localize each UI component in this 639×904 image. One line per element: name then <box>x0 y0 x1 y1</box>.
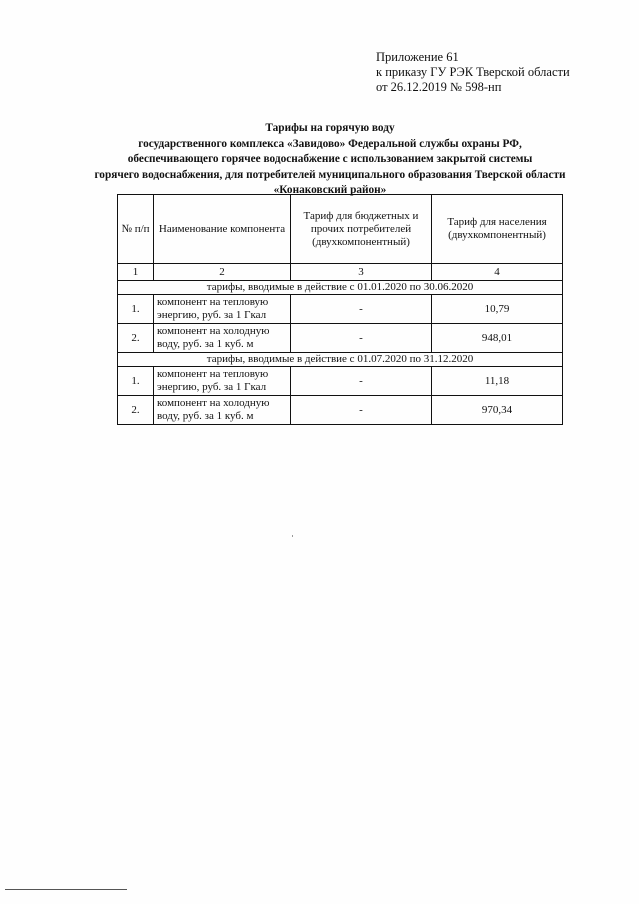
period-row <box>118 353 563 367</box>
row-component: компонент на тепловую энергию, руб. за 1 Гкал <box>154 295 291 324</box>
title-line-2: государственного комплекса «Завидово» Федеральной службы охраны РФ, <box>138 137 522 150</box>
tariff-table <box>117 194 563 425</box>
title-line-5: «Конаковский район» <box>273 184 387 196</box>
footer-divider <box>5 889 127 890</box>
title-line-1: Тарифы на горячую воду <box>265 122 395 134</box>
column-number-2: 2 <box>154 264 291 281</box>
header-budget-tariff: Тариф для бюджетных и прочих потребителей (двухкомпонентный) <box>291 195 432 264</box>
row-population-tariff: 948,01 <box>432 324 563 353</box>
scan-speck <box>292 535 293 537</box>
header-population-tariff: Тариф для населения (двухкомпонентный) <box>432 195 563 264</box>
row-number: 1. <box>118 295 154 324</box>
row-population-tariff: 11,18 <box>432 367 563 396</box>
header-component: Наименование компонента <box>154 195 291 264</box>
table-header-row <box>118 195 563 264</box>
period-label: тарифы, вводимые в действие с 01.07.2020 по 31.12.2020 <box>118 353 563 367</box>
row-population-tariff: 10,79 <box>432 295 563 324</box>
row-component: компонент на холодную воду, руб. за 1 куб. м <box>154 324 291 353</box>
appendix-note <box>376 50 570 95</box>
table-row <box>118 324 563 353</box>
appendix-line-1: Приложение 61 <box>376 50 459 64</box>
row-number: 2. <box>118 396 154 425</box>
row-budget-tariff: - <box>291 367 432 396</box>
header-number: № п/п <box>118 195 154 264</box>
column-number-4: 4 <box>432 264 563 281</box>
column-number-row <box>118 264 563 281</box>
row-budget-tariff: - <box>291 324 432 353</box>
appendix-line-3: от 26.12.2019 № 598-нп <box>376 80 502 94</box>
title-line-3: обеспечивающего горячее водоснабжение с использованием закрытой системы <box>127 153 533 165</box>
appendix-line-2: к приказу ГУ РЭК Тверской области <box>376 65 570 79</box>
table-row <box>118 367 563 396</box>
column-number-1: 1 <box>118 264 154 281</box>
document-title <box>40 121 620 199</box>
column-number-3: 3 <box>291 264 432 281</box>
row-component: компонент на тепловую энергию, руб. за 1 Гкал <box>154 367 291 396</box>
row-component: компонент на холодную воду, руб. за 1 куб. м <box>154 396 291 425</box>
period-label: тарифы, вводимые в действие с 01.01.2020 по 30.06.2020 <box>118 281 563 295</box>
period-row <box>118 281 563 295</box>
table-row <box>118 396 563 425</box>
row-budget-tariff: - <box>291 295 432 324</box>
row-number: 1. <box>118 367 154 396</box>
title-line-4: горячего водоснабжения, для потребителей муниципального образования Тверской области <box>94 168 566 181</box>
table-row <box>118 295 563 324</box>
row-population-tariff: 970,34 <box>432 396 563 425</box>
row-number: 2. <box>118 324 154 353</box>
row-budget-tariff: - <box>291 396 432 425</box>
